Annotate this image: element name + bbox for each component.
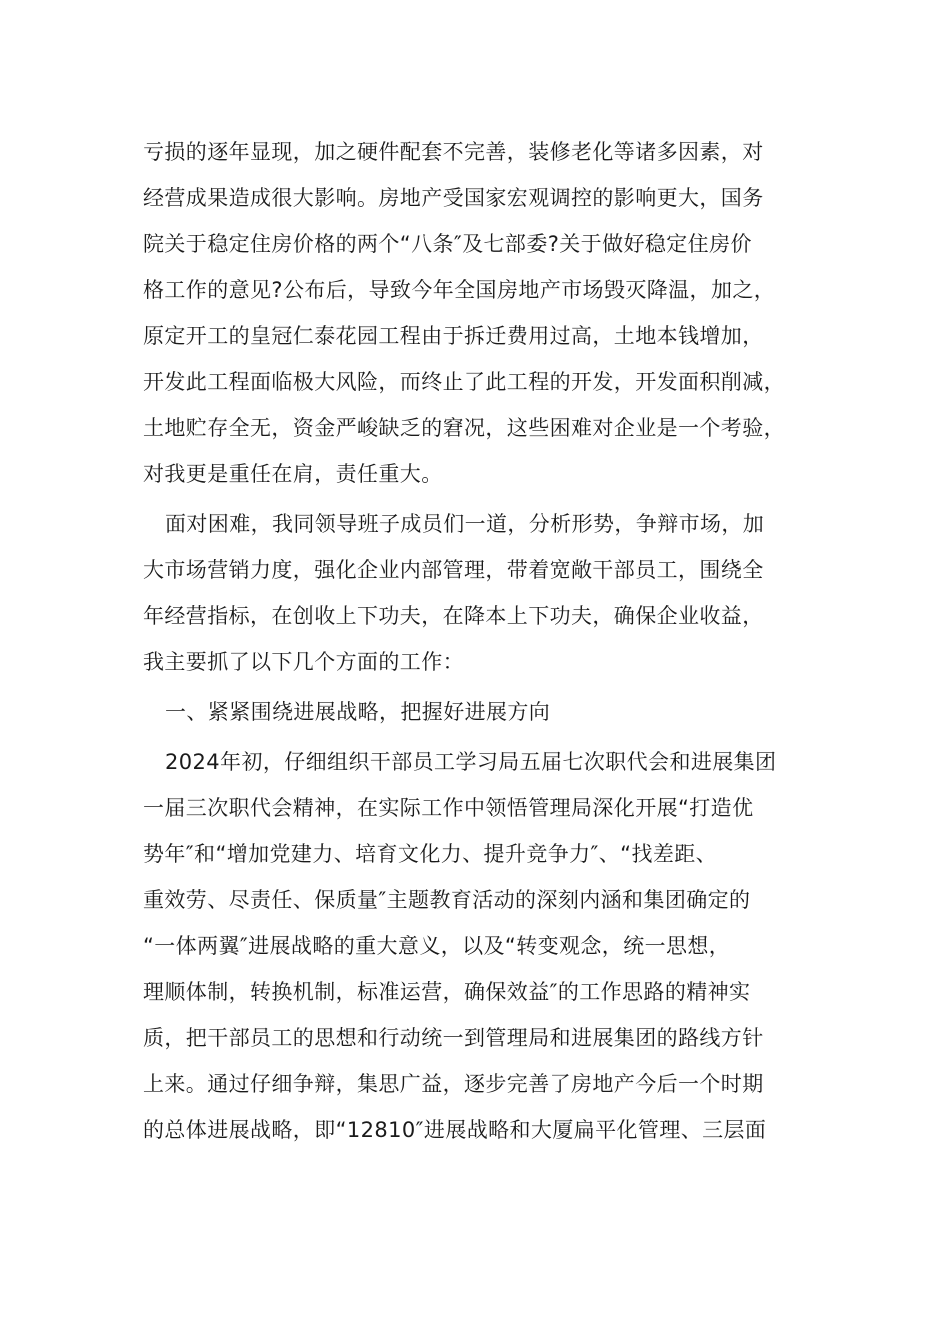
paragraph-line: 理顺体制，转换机制，标准运营，确保效益″的工作思路的精神实 bbox=[143, 980, 751, 1004]
paragraph-line: 年经营指标，在创收上下功夫，在降本上下功夫，确保企业收益， bbox=[143, 604, 764, 628]
paragraph-line: 我主要抓了以下几个方面的工作： bbox=[143, 650, 464, 674]
paragraph-line: 亏损的逐年显现，加之硬件配套不完善，装修老化等诸多因素，对 bbox=[143, 140, 764, 164]
paragraph-line: 势年″和“增加党建力、培育文化力、提升竞争力″、“找差距、 bbox=[143, 842, 718, 866]
paragraph-line: “一体两翼″进展战略的重大意义，以及“转变观念，统一思想， bbox=[143, 934, 731, 958]
paragraph-line: 的总体进展战略，即“12810″进展战略和大厦扁平化管理、三层面 bbox=[143, 1118, 767, 1142]
paragraph-line: 格工作的意见?公布后，导致今年全国房地产市场毁灭降温，加之， bbox=[143, 278, 776, 302]
paragraph-line: 土地贮存全无，资金严峻缺乏的窘况，这些困难对企业是一个考验， bbox=[143, 416, 785, 440]
paragraph-line: 重效劳、尽责任、保质量″主题教育活动的深刻内涵和集团确定的 bbox=[143, 888, 751, 912]
paragraph-line: 经营成果造成很大影响。房地产受国家宏观调控的影响更大，国务 bbox=[143, 186, 764, 210]
paragraph-line: 面对困难，我同领导班子成员们一道，分析形势，争辩市场，加 bbox=[165, 512, 765, 536]
section-heading: 一、紧紧围绕进展战略，把握好进展方向 bbox=[165, 700, 551, 724]
paragraph-line: 大市场营销力度，强化企业内部管理，带着宽敞干部员工，围绕全 bbox=[143, 558, 764, 582]
paragraph-line: 上来。通过仔细争辩，集思广益，逐步完善了房地产今后一个时期 bbox=[143, 1072, 764, 1096]
paragraph-line: 质，把干部员工的思想和行动统一到管理局和进展集团的路线方针 bbox=[143, 1026, 764, 1050]
paragraph-line: 院关于稳定住房价格的两个“八条″及七部委?关于做好稳定住房价 bbox=[143, 232, 752, 256]
paragraph-line: 原定开工的皇冠仁泰花园工程由于拆迁费用过高，土地本钱增加， bbox=[143, 324, 764, 348]
paragraph-line: 2024年初，仔细组织干部员工学习局五届七次职代会和进展集团 bbox=[165, 750, 777, 774]
paragraph-line: 对我更是重任在肩，责任重大。 bbox=[143, 462, 443, 486]
paragraph-line: 一届三次职代会精神，在实际工作中领悟管理局深化开展“打造优 bbox=[143, 796, 754, 820]
paragraph-line: 开发此工程面临极大风险，而终止了此工程的开发，开发面积削减， bbox=[143, 370, 785, 394]
